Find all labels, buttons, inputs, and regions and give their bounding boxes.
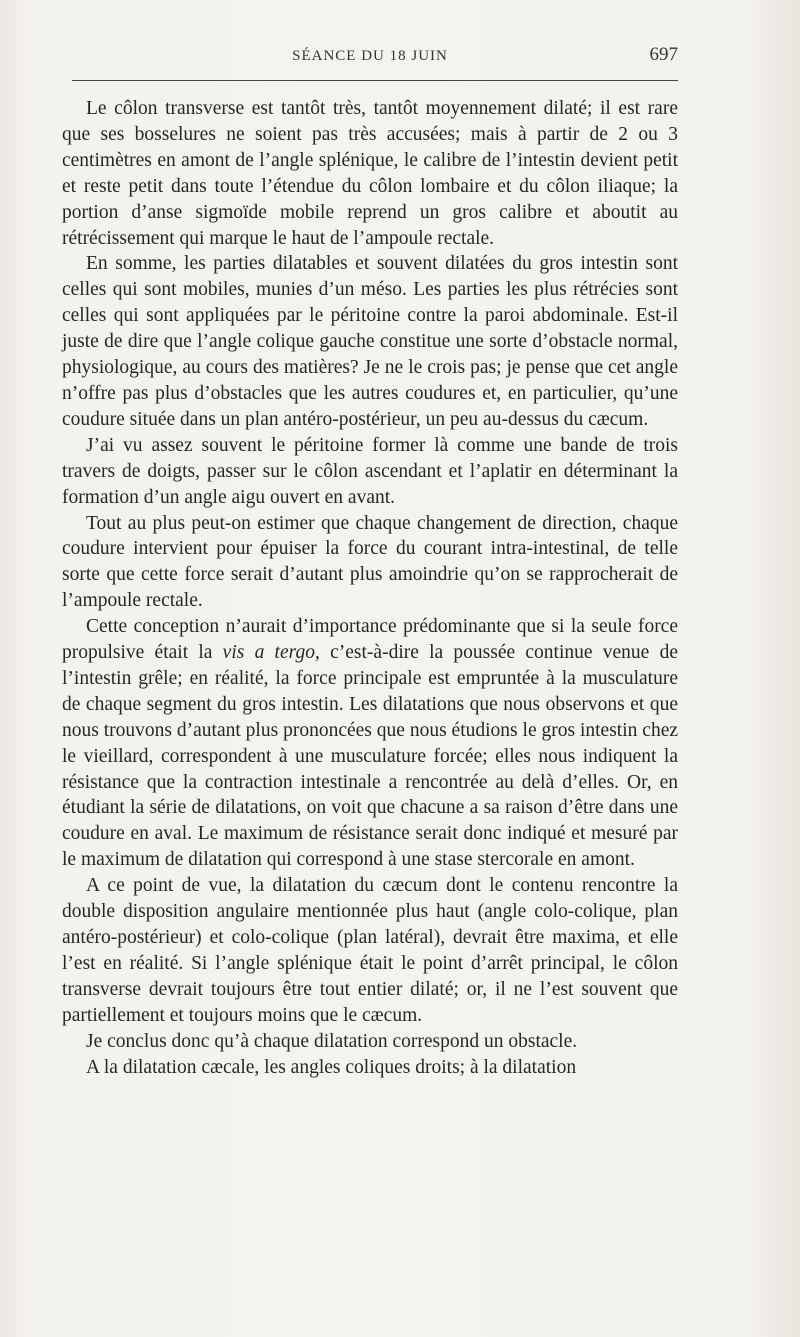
paragraph-5-before: Cette conception n’aurait d’importance prédominante que si la seule force propulsive était la — [62, 616, 678, 664]
paragraph-1: Le côlon transverse est tantôt très, tantôt moyennement dilaté; il est rare que ses bosselures ne soient pas très accusées; mais à partir de 2 ou 3 centimètres en amont de l’angle splénique, le calibre de l’intestin devient petit et reste petit dans toute l’étendue du côlon lombaire et du côlon iliaque; la portion d’anse sigmoïde mobile reprend un gros calibre et aboutit au rétrécissement qui marque le haut de l’ampoule rectale. — [62, 98, 678, 249]
paragraph-2: En somme, les parties dilatables et souvent dilatées du gros intestin sont celles qui sont mobiles, munies d’un méso. Les parties les plus rétrécies sont celles qui sont appliquées par le péritoine contre la paroi abdominale. Est-il juste de dire que l’angle colique gauche constitue une sorte d’obstacle normal, physiologique, au cours des matières? Je ne le crois pas; je pense que cet angle n’offre pas plus d’obstacles que les autres coudures et, en particulier, qu’une coudure située dans un plan antéro-postérieur, un peu au-dessus du cæcum. — [62, 253, 678, 430]
paragraph-5-after: , c’est-à-dire la poussée continue venue de l’intestin grêle; en réalité, la force principale est empruntée à la musculature de chaque segment du gros intestin. Les dilatations que nous observons et que nous trouvons d’autant plus prononcées que nous étudions le gros intestin chez le vieillard, correspondent à une musculature forcée; elles nous indiquent la résistance que la contraction intestinale a rencontrée au delà d’elles. Or, en étudiant la série de dilatations, on voit que chacune a sa raison d’être dans une coudure en aval. Le maximum de résistance serait donc indiqué et mesuré par le maximum de dilatation qui correspond à une stase stercorale en amont. — [62, 642, 678, 871]
running-title: SÉANCE DU 18 JUIN — [292, 48, 448, 64]
paragraph-5-italic: vis a tergo — [222, 642, 315, 664]
running-head — [62, 44, 678, 74]
paragraph-4: Tout au plus peut-on estimer que chaque changement de direction, chaque coudure intervient pour épuiser la force du courant intra-intestinal, de telle sorte que cette force serait d’autant plus amoindrie qu’on se rapprocherait de l’ampoule rectale. — [62, 512, 678, 612]
body-text — [62, 96, 678, 1080]
paragraph-3: J’ai vu assez souvent le péritoine former là comme une bande de trois travers de doigts, passer sur le côlon ascendant et l’aplatir en déterminant la formation d’un angle aigu ouvert en avant. — [62, 434, 678, 508]
paragraph-8: A la dilatation cæcale, les angles coliques droits; à la dilatation — [86, 1056, 577, 1078]
paragraph-7: Je conclus donc qu’à chaque dilatation correspond un obstacle. — [86, 1030, 578, 1052]
paragraph-6: A ce point de vue, la dilatation du cæcum dont le contenu rencontre la double disposition angulaire mentionnée plus haut (angle colo-colique, plan antéro-postérieur) et colo-colique (plan latéral), devrait être maxima, et elle l’est en réalité. Si l’angle splénique était le point d’arrêt principal, le côlon transverse devrait toujours être tout entier dilaté; or, il ne l’est souvent que partiellement et toujours moins que le cæcum. — [62, 875, 678, 1026]
page-number: 697 — [649, 44, 678, 65]
paragraph-5 — [62, 614, 678, 873]
header-rule — [72, 80, 678, 81]
